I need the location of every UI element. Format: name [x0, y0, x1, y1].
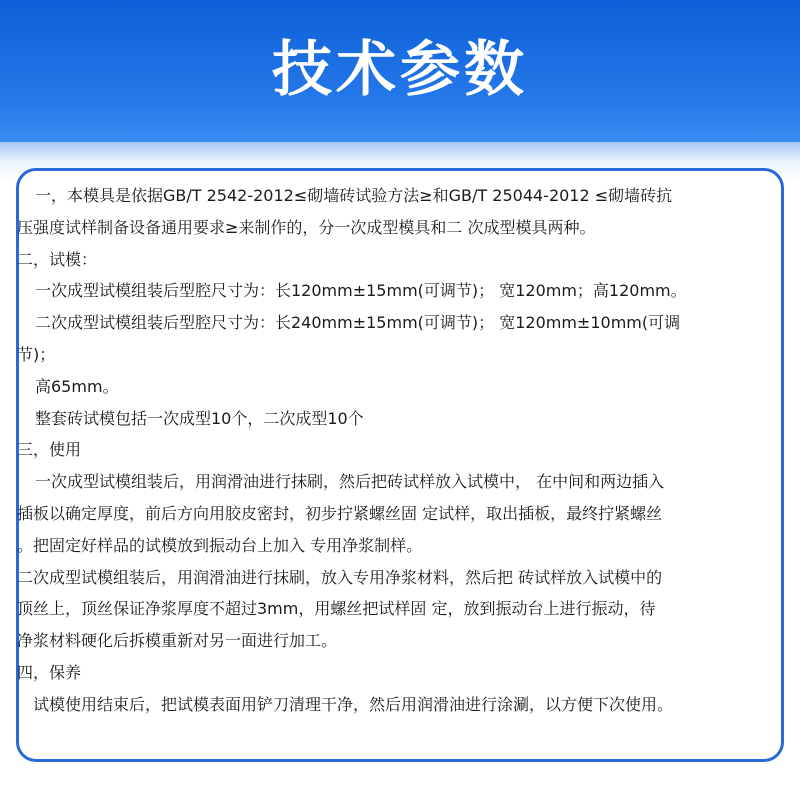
section-heading: 四，保养: [17, 662, 82, 682]
text-line: 压强度试样制备设备通用要求≥来制作的，分一次成型模具和二 次成型模具两种。: [17, 217, 596, 237]
text-line: 一次成型试模组装后型腔尺寸为：长120mm±15mm(可调节)； 宽120mm；高120mm。: [35, 281, 687, 301]
text-line: 高65mm。: [35, 376, 119, 396]
spec-text: [17, 180, 783, 721]
text-line: 一，本模具是依据GB/T 2542-2012≤砌墙砖试验方法≥和GB/T 25044-2012 ≤砌墙砖抗: [35, 186, 673, 205]
text-line: 。把固定好样品的试模放到振动台上加入 专用净浆制样。: [17, 535, 423, 555]
text-line: 净浆材料硬化后拆模重新对另一面进行加工。: [17, 631, 338, 651]
text-line: 顶丝上，顶丝保证净浆厚度不超过3mm，用螺丝把试样固 定，放到振动台上进行振动，待: [17, 599, 656, 619]
text-line: 整套砖试模包括一次成型10个，二次成型10个: [35, 408, 364, 428]
text-line: 插板以确定厚度，前后方向用胶皮密封，初步拧紧螺丝固 定试样，取出插板，最终拧紧螺丝: [17, 503, 663, 523]
text-line: 试模使用结束后，把试模表面用铲刀清理干净，然后用润滑油进行涂涮，以方便下次使用。: [33, 694, 674, 714]
text-line: 节)；: [17, 344, 56, 364]
section-heading: 三，使用: [17, 440, 82, 460]
section-heading: 二，试模：: [17, 249, 98, 269]
text-line: 二次成型试模组装后型腔尺寸为：长240mm±15mm(可调节)； 宽120mm±10mm(可调: [35, 313, 681, 333]
page-title: 技术参数: [272, 35, 528, 105]
text-line: 一次成型试模组装后，用润滑油进行抹刷，然后把砖试样放入试模中， 在中间和两边插入: [35, 472, 665, 492]
text-line: 二次成型试模组装后，用润滑油进行抹刷，放入专用净浆材料，然后把 砖试样放入试模中的: [17, 567, 663, 587]
